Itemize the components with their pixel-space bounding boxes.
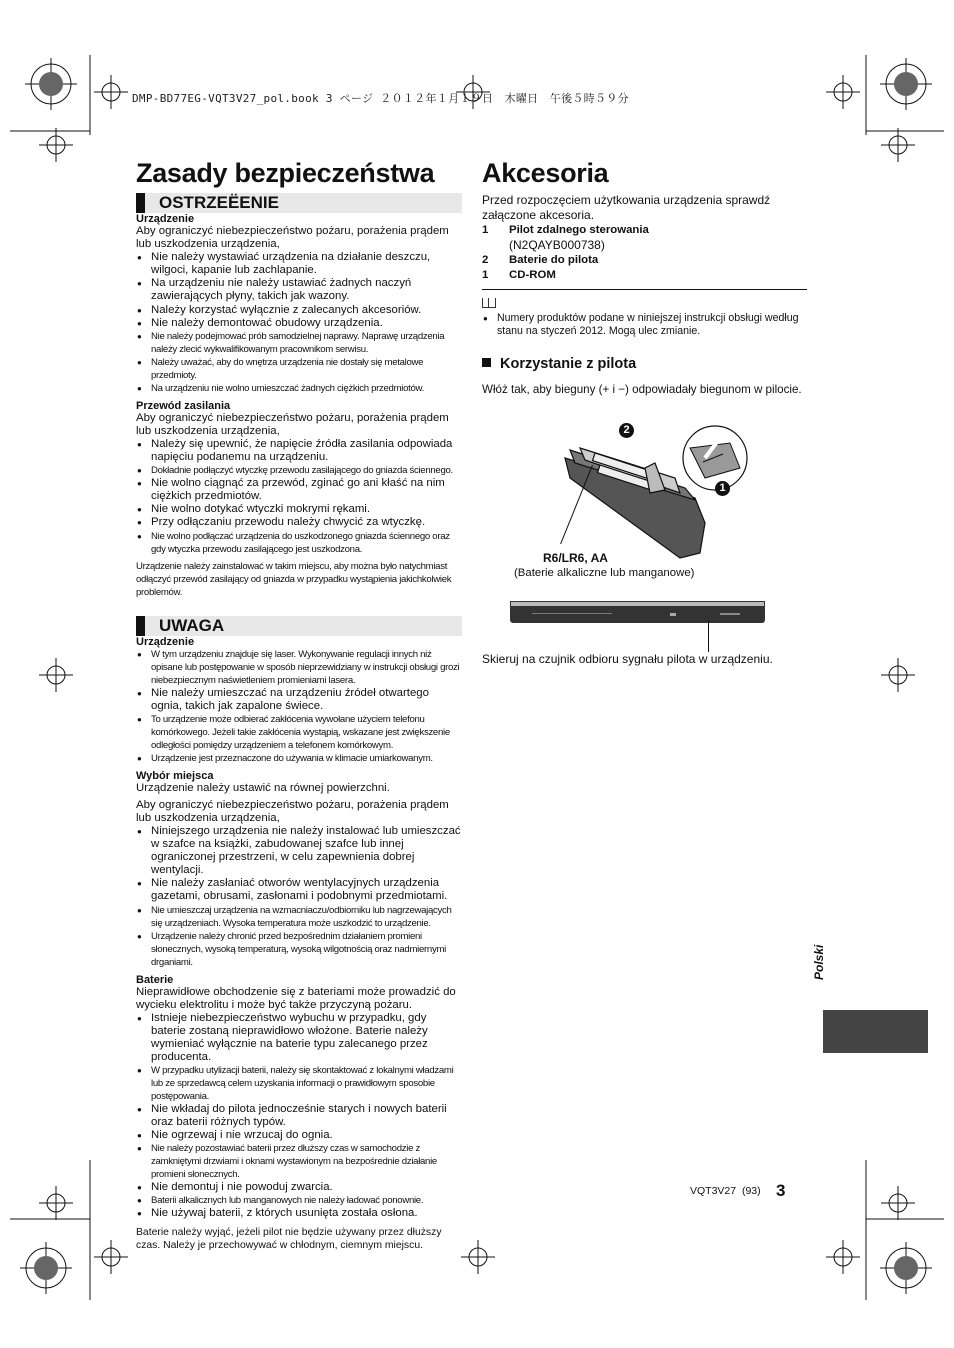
- list-item: (N2QAYB000738): [509, 238, 605, 252]
- step-1-marker: 1: [715, 481, 730, 496]
- remote-heading: Korzystanie z pilota: [482, 356, 808, 373]
- list-item: ● W przypadku utylizacji baterii, należy się skontaktować z lokalnymi władzami lub ze sprzedawcą celem uzyskania informacji o prawidłowym sposobie postępowania.: [136, 1064, 462, 1103]
- accessories-note-list: [482, 312, 808, 338]
- safety-title: Zasady bezpieczeństwa: [136, 158, 435, 188]
- list-item: 1 Pilot zdalnego sterowania: [482, 224, 649, 236]
- accessories-intro: Przed rozpoczęciem użytkowania urządzenia sprawdź załączone akcesoria.: [482, 193, 771, 222]
- sensor-pointer-line: [708, 620, 709, 652]
- caution-note-batteries: Baterie należy wyjąć, jeżeli pilot nie będzie używany przez dłuższy czas. Należy je przechowywać w chłodnym, ciemnym miejscu.: [136, 1226, 442, 1251]
- list-item: ● Nie należy zasłaniać otworów wentylacyjnych urządzenia gazetami, obrusami, zasłonami i podobnymi przedmiotami.: [136, 877, 462, 903]
- list-item: ● Należy się upewnić, że napięcie źródła zasilania odpowiada napięciu podanemu na urządzeniu.: [136, 438, 462, 464]
- language-tab-block: [823, 1010, 928, 1053]
- list-item: ● Urządzenie jest przeznaczone do używania w klimacie umiarkowanym.: [136, 752, 462, 765]
- warning-intro-cord: Aby ograniczyć niebezpieczeństwo pożaru, porażenia prądem lub uszkodzenia urządzenia,: [136, 411, 449, 437]
- list-item: ● Numery produktów podane w niniejszej instrukcji obsługi według stanu na styczeń 2012. Mogą ulec zmianie.: [482, 312, 808, 338]
- sensor-instruction: Skieruj na czujnik odbioru sygnału pilota w urządzeniu.: [482, 652, 773, 666]
- square-icon: [482, 358, 491, 367]
- warning-intro-device: Aby ograniczyć niebezpieczeństwo pożaru, porażenia prądem lub uszkodzenia urządzenia,: [136, 225, 449, 251]
- player-illustration: [510, 601, 765, 623]
- list-item: ● Nie należy umieszczać na urządzeniu źródeł otwartego ognia, takich jak zapalone świece.: [136, 687, 462, 713]
- caution-lead-placement: Urządzenie należy ustawić na równej powierzchni.: [136, 781, 390, 794]
- warning-list-device: [136, 251, 462, 395]
- warning-note-cord: Urządzenie należy zainstalować w takim miejscu, aby można było natychmiast odłączyć przewód zasilający od gniazda w przypadku wystąpienia jakichkolwiek problemów.: [136, 560, 452, 598]
- list-item: ● Nie umieszczaj urządzenia na wzmacniaczu/odbiorniku lub nagrzewających się urządzeniach. Wysoka temperatura może uszkodzić to urządzenie.: [136, 904, 462, 930]
- warning-heading-cord: Przewód zasilania: [136, 399, 231, 412]
- print-info-line: DMP-BD77EG-VQT3V27_pol.book 3 ページ ２０１２年１月１９日 木曜日 午後５時５９分: [132, 92, 629, 105]
- caution-list-device: [136, 648, 462, 765]
- list-item: ● To urządzenie może odbierać zakłócenia wywołane użyciem telefonu komórkowego. Jeżeli takie zakłócenia wystąpią, wskazane jest zwiększenie odległości pomiędzy urządzeniem a telefonem komórkowym.: [136, 713, 462, 752]
- battery-sublabel: (Baterie alkaliczne lub manganowe): [514, 567, 695, 579]
- list-item: ● Nie należy pozostawiać baterii przez dłuższy czas w samochodzie z zamkniętymi drzwiami i oknami wystawionym na bezpośrednie działanie promieni słonecznych.: [136, 1142, 462, 1181]
- remote-instruction: Włóż tak, aby bieguny (+ i −) odpowiadały biegunom w pilocie.: [482, 383, 802, 396]
- list-item: ● Urządzenie należy chronić przed bezpośrednim działaniem promieni słonecznych, wysoką temperaturą, wysoką wilgotnością oraz nadmiernymi drganiami.: [136, 930, 462, 969]
- step-2-marker: 2: [619, 423, 634, 438]
- list-item: ● Nie należy wystawiać urządzenia na działanie deszczu, wilgoci, kapanie lub zachlapanie.: [136, 251, 462, 277]
- list-item: ● Nie wolno podłączać urządzenia do uszkodzonego gniazda ściennego oraz gdy wtyczka przewodu zasilającego jest uszkodzona.: [136, 530, 462, 556]
- warning-list-cord: [136, 438, 462, 556]
- list-item: ● Na urządzeniu nie wolno umieszczać żadnych ciężkich przedmiotów.: [136, 382, 462, 395]
- accessories-column: [482, 193, 808, 397]
- list-item: ● Nie ogrzewaj i nie wrzucaj do ognia.: [136, 1129, 462, 1142]
- accessories-title: Akcesoria: [482, 158, 609, 188]
- list-item: ● Istnieje niebezpieczeństwo wybuchu w przypadku, gdy baterie zostaną nieprawidłowo włożone. Baterie należy wymieniać wyłącznie na baterie typu zalecanego przez producenta.: [136, 1012, 462, 1064]
- caution-intro-placement: Aby ograniczyć niebezpieczeństwo pożaru, porażenia prądem lub uszkodzenia urządzenia,: [136, 798, 449, 824]
- caution-heading-device: Urządzenie: [136, 635, 195, 648]
- battery-label: R6/LR6, AA: [543, 551, 608, 565]
- list-item: ● Niniejszego urządzenia nie należy instalować lub umieszczać w szafce na książki, zabudowanej szafce lub innej ograniczonej przestrzeni, w celu zapewnienia dobrej wentylacji.: [136, 825, 462, 877]
- caution-list-placement: [136, 825, 462, 969]
- list-item: ● Nie należy demontować obudowy urządzenia.: [136, 317, 462, 330]
- list-item: ● Nie wolno ciągnąć za przewód, zginać go ani kłaść na nim ciężkich przedmiotów.: [136, 477, 462, 503]
- caution-intro-batteries: Nieprawidłowe obchodzenie się z bateriami może prowadzić do wycieku elektrolitu i może być także przyczyną pożaru.: [136, 985, 456, 1011]
- list-item: ● Należy uważać, aby do wnętrza urządzenia nie dostały się metalowe przedmioty.: [136, 356, 462, 382]
- list-item: ● Nie należy podejmować prób samodzielnej naprawy. Naprawę urządzenia należy zlecić wykwalifikowanym pracownikom serwisu.: [136, 330, 462, 356]
- accessories-list: [482, 223, 808, 283]
- list-item: 1 CD-ROM: [482, 269, 556, 281]
- list-item: ● Nie wolno dotykać wtyczki mokrymi rękami.: [136, 503, 462, 516]
- caution-heading-placement: Wybór miejsca: [136, 769, 214, 782]
- footer-code: VQT3V27 (93): [690, 1185, 761, 1197]
- page-number: 3: [776, 1181, 786, 1200]
- divider: [482, 289, 807, 290]
- caution-band: UWAGA: [136, 616, 462, 636]
- list-item: ● Należy korzystać wyłącznie z zalecanych akcesoriów.: [136, 304, 462, 317]
- safety-column: [136, 193, 462, 1252]
- list-item: ● Nie demontuj i nie powoduj zwarcia.: [136, 1181, 462, 1194]
- list-item: ● Dokładnie podłączyć wtyczkę przewodu zasilającego do gniazda ściennego.: [136, 464, 462, 477]
- list-item: ● Nie używaj baterii, z których usunięta została osłona.: [136, 1207, 462, 1220]
- list-item: ● Na urządzeniu nie należy ustawiać żadnych naczyń zawierających płyny, takich jak wazony.: [136, 277, 462, 303]
- remote-battery-illustration: [555, 418, 775, 568]
- list-item: ● W tym urządzeniu znajduje się laser. Wykonywanie regulacji innych niż opisane lub postępowanie w sposób nieprzewidziany w instrukcji obsługi grozi niebezpiecznym naświetleniem promieniami lasera.: [136, 648, 462, 687]
- caution-list-batteries: [136, 1012, 462, 1221]
- book-icon: [482, 298, 496, 308]
- list-item: ● Przy odłączaniu przewodu należy chwycić za wtyczkę.: [136, 516, 462, 529]
- list-item: 2 Baterie do pilota: [482, 254, 599, 266]
- list-item: ● Nie wkładaj do pilota jednocześnie starych i nowych baterii oraz baterii różnych typów.: [136, 1103, 462, 1129]
- warning-heading-device: Urządzenie: [136, 213, 195, 225]
- warning-band: OSTRZEËENIE: [136, 193, 462, 213]
- language-side-label: Polski: [812, 944, 826, 980]
- list-item: ● Baterii alkalicznych lub manganowych nie należy ładować ponownie.: [136, 1194, 462, 1207]
- caution-heading-batteries: Baterie: [136, 973, 174, 986]
